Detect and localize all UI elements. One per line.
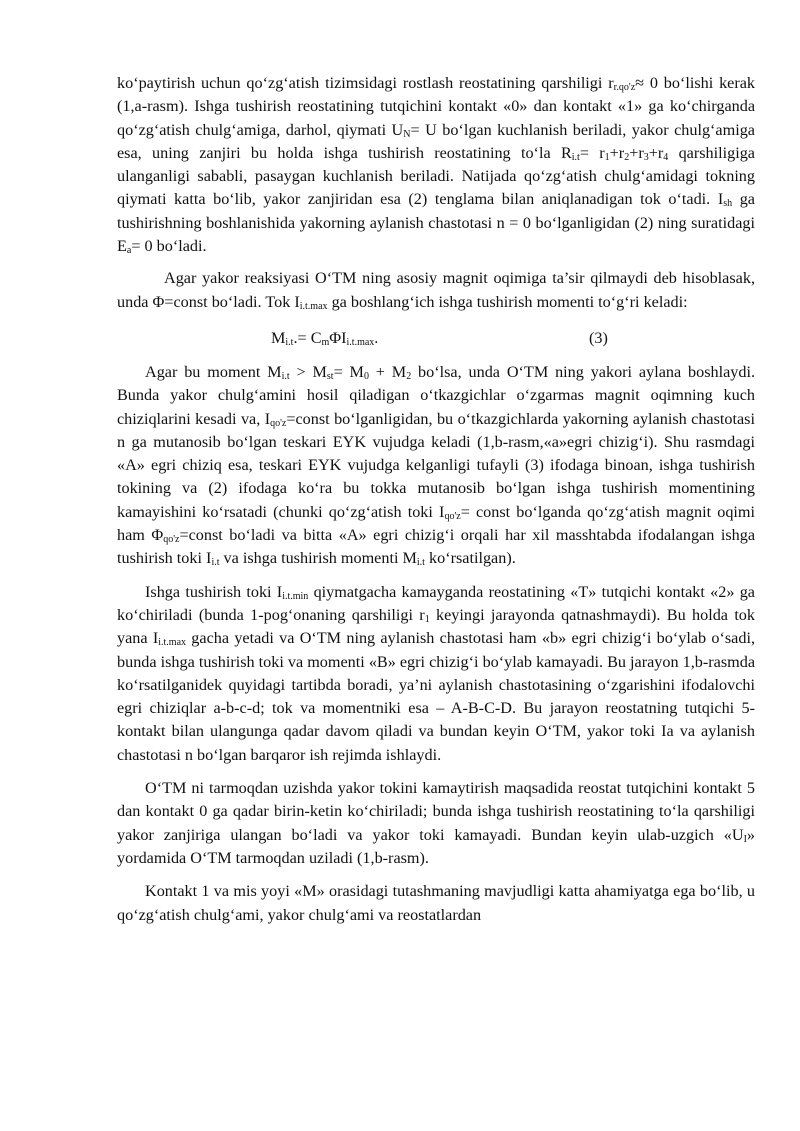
paragraph-4: Ishga tushirish toki $I_{i.t.min}$ qiymatgacha kamayganda reostatining «T» tutqichi kontakt «2» ga ko‘chiriladi (bunda 1-pog‘onaning qarshiligi $r_1$ keyingi jarayonda qatnashmaydi). Bu holda tok yana $I_{i.t.max}$ gacha yetadi va O‘TM ning aylanish chastotasi ham «b» egri chizig‘i bo‘ylab o‘sadi, bunda ishga tushirish toki va momenti «B» egri chizig‘i bo‘ylab kamayadi. Bu jarayon 1,b-rasmda ko‘rsatilganidek quyidagi tartibda boradi, ya’ni aylanish chastotasining o‘zgarishini ifodalovchi egri chiziqlar a-b-c-d; tok va momentniki esa – A-B-C-D. Bu jarayon reostatning tutqichi 5-kontakt bilan ulangunga qadar davom qiladi va bundan keyin O‘TM, yakor toki Ia va aylanish chastotasi n bo‘lgan barqaror ish rejimda ishlaydi. (117, 582, 755, 764)
formula-3 (117, 327, 755, 350)
paragraph-1: ko‘paytirish uchun qo‘zg‘atish tizimsidagi rostlash reostatining qarshiligi $r_{r.qo'z}\approx 0$ bo‘lishi kerak (1,a-rasm). Ishga tushirish reostatining tutqichini kontakt «0» dan kontakt «1» ga ko‘chirganda qo‘zg‘atish chulg‘amiga, darhol, qiymati $U_N= U$ bo‘lgan kuchlanish beriladi, yakor chulg‘amiga esa, uning zanjiri bu holda ishga tushirish reostatining to‘la $R_{i.t}= r_1+r_2+r_3+r_4$ qarshiligiga ulanganligi sababli, pasaygan kuchlanish beriladi. Natijada qo‘zg‘atish chulg‘amidagi tokning qiymati katta bo‘lib, yakor zanjiridan esa (2) tenglama bilan aniqlanadigan tok o‘tadi. $I_{sh}$ ga tushirishning boshlanishida yakorning aylanish chastotasi n = 0 bo‘lganligidan (2) ning suratidagi $E_a= 0$ bo‘ladi. (117, 74, 756, 257)
paragraph-2: Agar yakor reaksiyasi O‘TM ning asosiy magnit oqimiga ta’sir qilmaydi deb hisoblasak, unda Φ=const bo‘ladi. Tok $I_{i.t.max}$ ga boshlang‘ich ishga tushirish momenti to‘g‘ri keladi: (117, 269, 755, 312)
paragraph-6: Kontakt 1 va mis yoyi «M» orasidagi tutashmaning mavjudligi katta ahamiyatga ega bo‘lib, u qo‘zg‘atish chulg‘ami, yakor chulg‘ami va reostatlardan (117, 882, 755, 924)
formula-expression: $M_{i.t}.= C_m\Phi I_{i.t.max}$. (271, 328, 379, 348)
paragraph-3: Agar bu moment $M_{i.t} > M_{st}= M_0 + M_2$ bo‘lsa, unda O‘TM ning yakori aylana boshlaydi. Bunda yakor chulg‘amini hosil qiladigan o‘tkazgichlar o‘zgarmas magnit oqimning kuch chiziqlarini kesadi va, $I_{qo'z}=const$ bo‘lganligidan, bu o‘tkazgichlarda yakorning aylanish chastotasi n ga mutanosib bo‘lgan teskari EYK vujudga keladi (1,b-rasm,«a»egri chizig‘i). Shu rasmdagi «A» egri chiziq esa, teskari EYK vujudga kelganligi tufayli (3) ifodaga binoan, ishga tushirish tokining va (2) ifodaga ko‘ra bu tokka mutanosib bo‘lgan ishga tushirish momentining kamayishini ko‘rsatadi (chunki qo‘zg‘atish toki $I_{qo'z}=$ const bo‘lganda qo‘zg‘atish magnit oqimi ham $\Phi_{qo'z}=const$ bo‘ladi va bitta «A» egri chizig‘i orqali har xil masshtabda ifodalangan ishga tushirish toki $I_{i.t}$ va ishga tushirish momenti $M_{i.t}$ ko‘rsatilgan). (117, 362, 756, 569)
document-page (117, 72, 755, 927)
formula-number: (3) (589, 328, 608, 347)
paragraph-5: O‘TM ni tarmoqdan uzishda yakor tokini kamaytirish maqsadida reostat tutqichini kontakt 5 dan kontakt 0 ga qadar birin-ketin ko‘chiriladi; bunda ishga tushirish reostatining to‘la qarshiligi yakor zanjiriga ulangan bo‘ladi va yakor toki kamayadi. Bundan keyin ulab-uzgich «$U_I$» yordamida O‘TM tarmoqdan uziladi (1,b-rasm). (117, 779, 755, 867)
